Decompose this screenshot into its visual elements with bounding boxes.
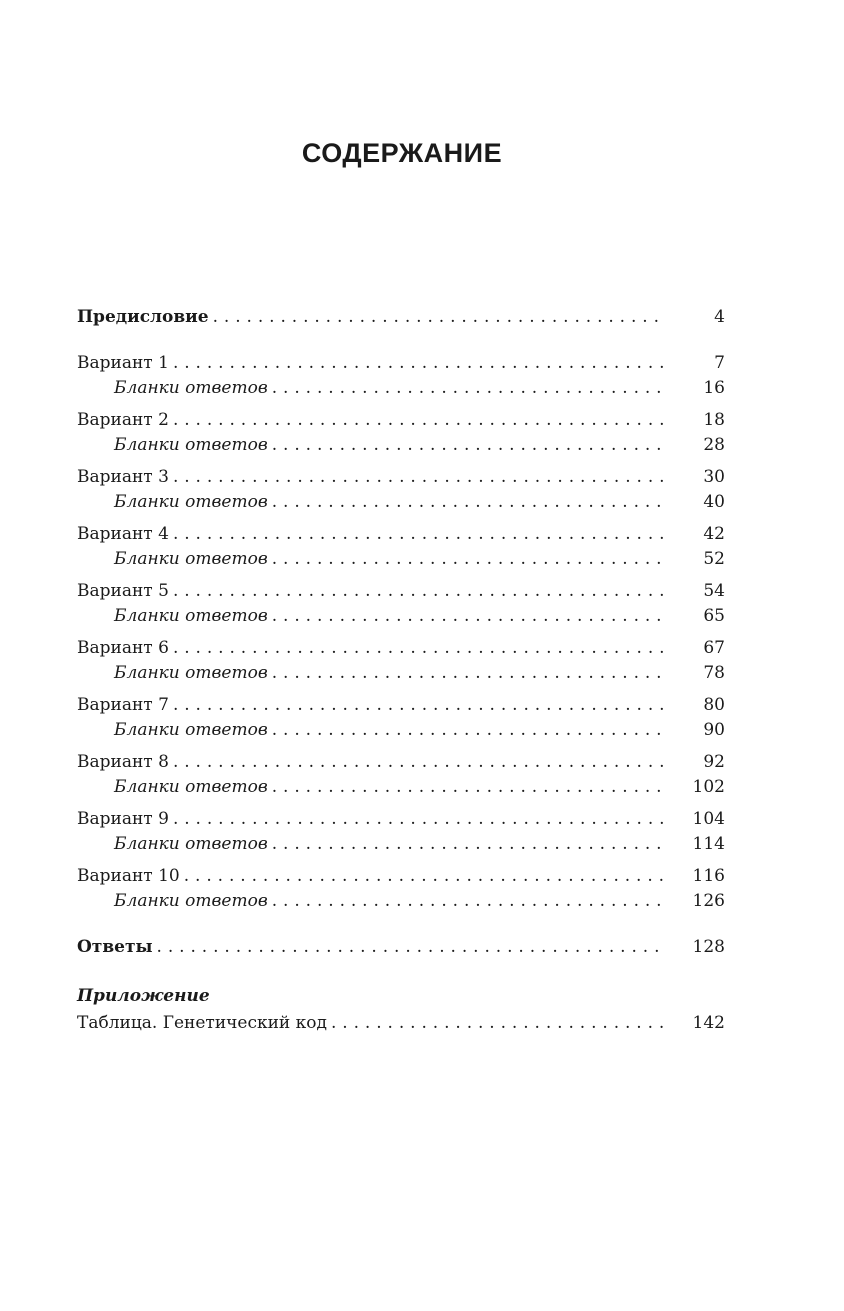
toc-entry-answers[interactable] <box>77 934 725 960</box>
toc-entry-variant-2[interactable] <box>77 407 725 433</box>
dot-leader <box>173 635 665 661</box>
toc-entry-answer-forms-3[interactable] <box>77 490 725 515</box>
toc-entry-answer-forms-9[interactable] <box>77 832 725 857</box>
toc-page-number: 92 <box>703 752 725 772</box>
toc-page-number: 42 <box>703 524 725 544</box>
dot-leader <box>173 749 665 775</box>
toc-page-number: 102 <box>692 777 725 797</box>
toc-entry-label: Вариант 1 <box>77 353 169 373</box>
page-title: СОДЕРЖАНИЕ <box>301 138 503 168</box>
dot-leader <box>272 718 665 743</box>
toc-entry-label: Вариант 6 <box>77 638 169 658</box>
toc-entry-label: Вариант 10 <box>77 866 180 886</box>
toc-entry-variant-8[interactable] <box>77 749 725 775</box>
toc-entry-variant-3[interactable] <box>77 464 725 490</box>
toc-entry-label: Вариант 7 <box>77 695 169 715</box>
toc-entry-label: Бланки ответов <box>114 777 268 797</box>
toc-page-number: 18 <box>703 410 725 430</box>
toc-entry-variant-1[interactable] <box>77 350 725 376</box>
toc-entry-label: Ответы <box>77 937 153 957</box>
toc-entry-preface[interactable] <box>77 304 725 330</box>
toc-page-number: 16 <box>703 378 725 398</box>
toc-entry-answer-forms-8[interactable] <box>77 775 725 800</box>
toc-entry-answer-forms-1[interactable] <box>77 376 725 401</box>
toc-entry-answer-forms-10[interactable] <box>77 889 725 914</box>
dot-leader <box>272 376 665 401</box>
toc-entry-answer-forms-5[interactable] <box>77 604 725 629</box>
toc-entry-label: Вариант 5 <box>77 581 169 601</box>
dot-leader <box>173 806 665 832</box>
toc-entry-label: Бланки ответов <box>114 663 268 683</box>
toc-entry-answer-forms-2[interactable] <box>77 433 725 458</box>
toc-entry-label: Вариант 4 <box>77 524 169 544</box>
toc-entry-answer-forms-4[interactable] <box>77 547 725 572</box>
toc-page-number: 104 <box>692 809 725 829</box>
dot-leader <box>173 521 665 547</box>
toc-entry-variant-5[interactable] <box>77 578 725 604</box>
toc-entry-label: Бланки ответов <box>114 492 268 512</box>
toc-entry-variant-7[interactable] <box>77 692 725 718</box>
toc-entry-label: Бланки ответов <box>114 834 268 854</box>
toc-entry-genetic-code-table[interactable] <box>77 1010 725 1036</box>
dot-leader <box>173 692 665 718</box>
toc-page-number: 7 <box>714 353 725 373</box>
toc-entry-answer-forms-6[interactable] <box>77 661 725 686</box>
dot-leader <box>213 304 665 330</box>
dot-leader <box>272 661 665 686</box>
dot-leader <box>272 832 665 857</box>
dot-leader <box>184 863 665 889</box>
toc-page-number: 126 <box>692 891 725 911</box>
toc-entry-label: Бланки ответов <box>114 549 268 569</box>
dot-leader <box>272 490 665 515</box>
toc-entry-answer-forms-7[interactable] <box>77 718 725 743</box>
toc-entry-label: Бланки ответов <box>114 378 268 398</box>
toc-page-number: 4 <box>714 307 725 327</box>
dot-leader <box>272 604 665 629</box>
dot-leader <box>173 407 665 433</box>
toc-page-number: 116 <box>692 866 725 886</box>
dot-leader <box>173 350 665 376</box>
dot-leader <box>272 547 665 572</box>
toc-page-number: 80 <box>703 695 725 715</box>
toc-page-number: 128 <box>692 937 725 957</box>
dot-leader <box>173 578 665 604</box>
toc-entry-variant-10[interactable] <box>77 863 725 889</box>
toc-entry-label: Бланки ответов <box>114 891 268 911</box>
dot-leader <box>173 464 665 490</box>
toc-entry-variant-9[interactable] <box>77 806 725 832</box>
toc-entry-label: Бланки ответов <box>114 606 268 626</box>
toc-entry-label: Вариант 2 <box>77 410 169 430</box>
dot-leader <box>331 1010 665 1036</box>
toc-entry-label: Вариант 9 <box>77 809 169 829</box>
toc-page-number: 30 <box>703 467 725 487</box>
toc-page-number: 142 <box>692 1013 725 1033</box>
toc-entry-variant-6[interactable] <box>77 635 725 661</box>
toc-page-number: 54 <box>703 581 725 601</box>
dot-leader <box>272 775 665 800</box>
dot-leader <box>272 433 665 458</box>
toc-entry-label: Вариант 8 <box>77 752 169 772</box>
toc-page-number: 52 <box>703 549 725 569</box>
toc-entry-label: Таблица. Генетический код <box>77 1013 327 1033</box>
appendix-heading: Приложение <box>77 986 210 1006</box>
dot-leader <box>272 889 665 914</box>
toc-page-number: 90 <box>703 720 725 740</box>
toc-page-number: 28 <box>703 435 725 455</box>
table-of-contents <box>77 304 725 1036</box>
toc-page-number: 78 <box>703 663 725 683</box>
toc-page-number: 40 <box>703 492 725 512</box>
toc-page-number: 65 <box>703 606 725 626</box>
toc-entry-label: Бланки ответов <box>114 720 268 740</box>
toc-page-number: 67 <box>703 638 725 658</box>
toc-entry-variant-4[interactable] <box>77 521 725 547</box>
toc-page-number: 114 <box>692 834 725 854</box>
dot-leader <box>157 934 665 960</box>
toc-entry-label: Предисловие <box>77 307 209 327</box>
toc-entry-label: Вариант 3 <box>77 467 169 487</box>
toc-entry-label: Бланки ответов <box>114 435 268 455</box>
